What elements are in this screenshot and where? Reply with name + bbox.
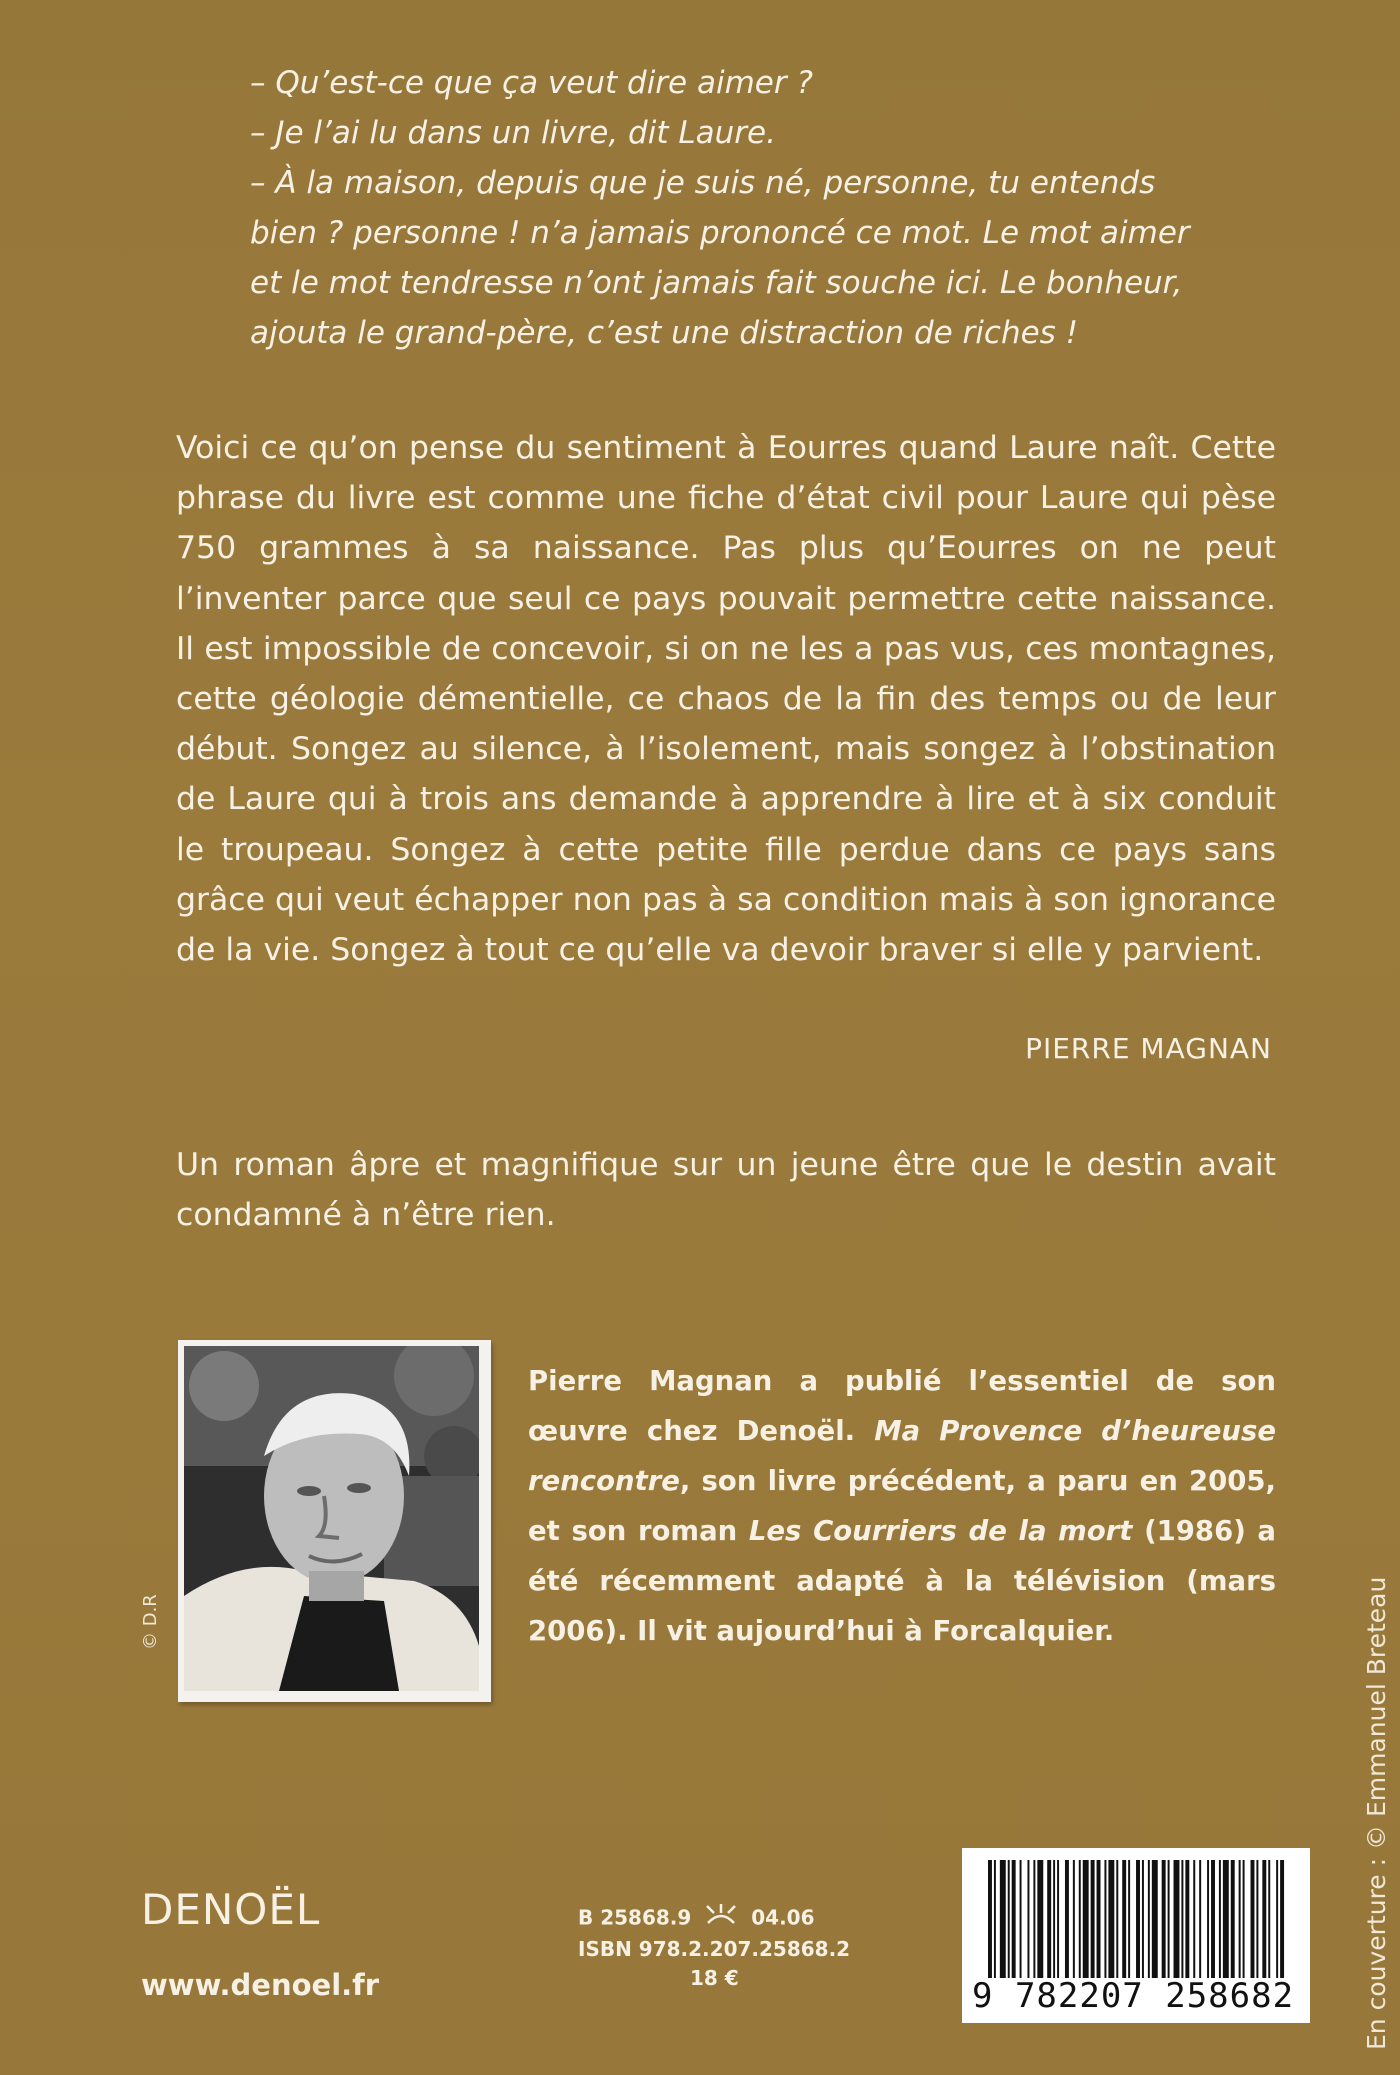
barcode-bar — [1148, 1860, 1150, 1978]
barcode-bar — [1027, 1860, 1029, 1978]
barcode-bar — [1047, 1860, 1051, 1978]
dialogue-excerpt — [250, 58, 1300, 358]
barcode-bar — [1262, 1860, 1266, 1978]
barcode-bar — [1211, 1860, 1215, 1978]
barcode-bar — [1136, 1860, 1140, 1978]
bio-text: , son livre précédent, a paru en 2005, et son roman — [528, 1465, 1276, 1547]
barcode-bar — [1033, 1860, 1035, 1978]
portrait-illustration — [184, 1346, 479, 1691]
barcode-bar — [1276, 1860, 1278, 1978]
edition-date: 04.06 — [751, 1905, 815, 1930]
cover-photo-credit: En couverture : © Emmanuel Breteau — [1362, 1576, 1391, 2050]
barcode — [962, 1848, 1310, 2023]
barcode-bar — [1223, 1860, 1229, 1978]
author-photo — [178, 1340, 491, 1702]
dialogue-line: ajouta le grand-père, c’est une distraction de riches ! — [250, 315, 1079, 351]
dialogue-line: – À la maison, depuis que je suis né, personne, tu entends — [250, 165, 1156, 201]
barcode-bar — [1057, 1860, 1059, 1978]
barcode-bar — [1122, 1860, 1126, 1978]
price: 18 € — [690, 1966, 739, 1990]
barcode-bar — [1037, 1860, 1043, 1978]
barcode-bar — [1243, 1860, 1245, 1978]
barcode-bar — [1128, 1860, 1130, 1978]
barcode-bar — [1142, 1860, 1144, 1978]
review-signature: PIERRE MAGNAN — [1025, 1032, 1272, 1065]
barcode-bar — [1083, 1860, 1089, 1978]
barcode-bar — [1104, 1860, 1106, 1978]
barcode-bar — [1207, 1860, 1209, 1978]
dialogue-line: – Qu’est-ce que ça veut dire aimer ? — [250, 65, 813, 101]
barcode-bar — [994, 1860, 996, 1978]
barcode-bar — [988, 1860, 992, 1978]
barcode-bar — [1097, 1860, 1101, 1978]
bio-text: (1986) a été récemment adapté à la télévision (mars 2006). Il vit aujourd’hui à Forcalquier. — [528, 1515, 1276, 1647]
publisher-logo: DENOËL — [141, 1885, 321, 1934]
bio-book-title: Ma Provence d’heureuse rencontre — [528, 1415, 1276, 1497]
dialogue-line: – Je l’ai lu dans un livre, dit Laure. — [250, 115, 776, 151]
barcode-bar — [1239, 1860, 1241, 1978]
barcode-bar — [1251, 1860, 1255, 1978]
barcode-bar — [1231, 1860, 1235, 1978]
dialogue-line: et le mot tendresse n’ont jamais fait souche ici. Le bonheur, — [250, 265, 1183, 301]
isbn: ISBN 978.2.207.25868.2 — [578, 1937, 851, 1961]
barcode-bar — [1108, 1860, 1114, 1978]
bio-paragraph — [528, 1356, 1276, 1656]
barcode-bar — [1012, 1860, 1016, 1978]
barcode-bar — [1000, 1860, 1006, 1978]
barcode-bar — [1152, 1860, 1158, 1978]
barcode-bar — [1116, 1860, 1118, 1978]
publisher-website: www.denoel.fr — [141, 1968, 380, 2002]
barcode-bar — [1174, 1860, 1180, 1978]
barcode-bar — [1193, 1860, 1195, 1978]
barcode-bar — [1181, 1860, 1183, 1978]
barcode-bar — [1020, 1860, 1022, 1978]
book-codes — [578, 1903, 850, 1993]
dialogue-line: bien ? personne ! n’a jamais prononcé ce mot. Le mot aimer — [250, 215, 1190, 251]
author-bio — [528, 1356, 1276, 1656]
reference-row — [578, 1903, 850, 1935]
barcode-bars — [988, 1860, 1288, 1978]
barcode-digits: 9 782207 258682 — [972, 1976, 1295, 2016]
barcode-bar — [1219, 1860, 1221, 1978]
barcode-bar — [1199, 1860, 1201, 1978]
barcode-bar — [1053, 1860, 1055, 1978]
barcode-bar — [1268, 1860, 1270, 1978]
review-text — [176, 423, 1276, 975]
barcode-bar — [1079, 1860, 1081, 1978]
barcode-bar — [1162, 1860, 1166, 1978]
summary-paragraph: Un roman âpre et magnifique sur un jeune être que le destin avait condamné à n’être rien. — [176, 1147, 1276, 1233]
book-summary — [176, 1140, 1276, 1240]
barcode-bar — [1065, 1860, 1069, 1978]
publisher-mark-icon — [704, 1903, 738, 1935]
author-portrait-image — [184, 1346, 479, 1691]
reference-code: B 25868.9 — [578, 1905, 692, 1930]
barcode-bar — [1073, 1860, 1075, 1978]
barcode-bar — [1256, 1860, 1258, 1978]
barcode-bar — [1280, 1860, 1284, 1978]
photo-credit: © D.R — [140, 1594, 161, 1650]
barcode-bar — [1185, 1860, 1189, 1978]
bio-book-title: Les Courriers de la mort — [748, 1515, 1133, 1547]
bio-text: Pierre Magnan a publié l’essentiel de son œuvre chez Denoël. — [528, 1365, 1276, 1447]
barcode-bar — [1091, 1860, 1095, 1978]
barcode-bar — [1008, 1860, 1010, 1978]
barcode-bar — [1168, 1860, 1170, 1978]
review-paragraph: Voici ce qu’on pense du sentiment à Eourres quand Laure naît. Cette phrase du livre est comme une fiche d’état civil pour Laure qui pèse 750 grammes à sa naissance. Pas plus qu’Eourres on ne peut l’inventer parce que seul ce pays pouvait permettre cette naissance. Il est impossible de concevoir, si on ne les a pas vus, ces montagnes, cette géologie démentielle, ce chaos de la fin des temps ou de leur début. Songez au silence, à l’isolement, mais songez à l’obstination de Laure qui à trois ans demande à apprendre à lire et à six conduit le troupeau. Songez à cette petite fille perdue dans ce pays sans grâce qui veut échapper non pas à sa condition mais à son ignorance de la vie. Songez à tout ce qu’elle va devoir braver si elle y parvient. — [176, 430, 1276, 969]
